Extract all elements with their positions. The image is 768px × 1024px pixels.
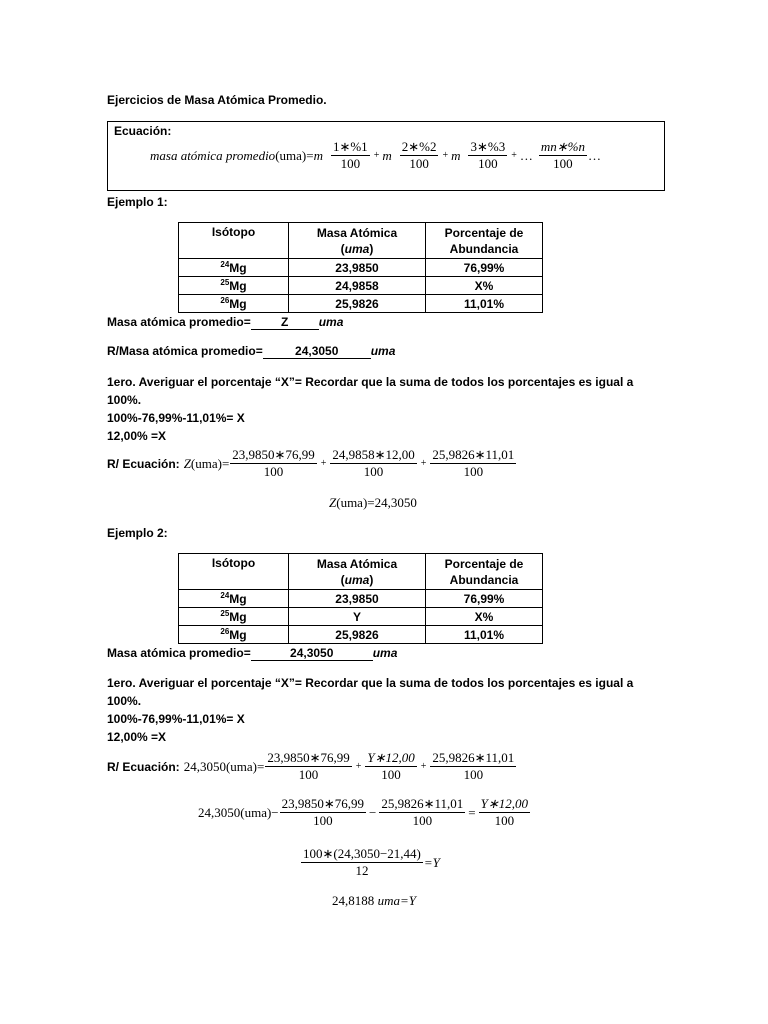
fraction-3-num: 3∗%3 [470, 139, 506, 154]
ecuacion-label: Ecuación: [114, 124, 172, 138]
general-eq-paren: (uma)= [275, 147, 314, 163]
step-line: 1ero. Averiguar el porcentaje “X”= Recordar que la suma de todos los porcentajes es igual a [107, 676, 634, 690]
fraction [479, 796, 530, 829]
fraction [280, 796, 366, 829]
fraction-den: 100 [263, 464, 284, 479]
ej1-result-equation [329, 495, 417, 511]
r-ecuacion-label: R/ Ecuación: [107, 456, 180, 471]
ejemplo-1-label: Ejemplo 1: [107, 195, 168, 209]
promedio-label: Masa atómica promedio= [107, 315, 251, 329]
isotope-cell [179, 259, 289, 277]
fraction-1 [331, 139, 370, 172]
element-symbol: Mg [229, 279, 247, 293]
fraction-den: 12 [355, 863, 369, 878]
mass-number: 25 [220, 609, 230, 618]
porcentaje-cell: 11,01% [426, 295, 543, 313]
plus-sign: + [420, 458, 427, 469]
table-row [179, 295, 543, 313]
table-row [179, 277, 543, 295]
eq-lhs: 24,3050 [183, 758, 226, 774]
fraction-num: Y∗12,00 [367, 750, 415, 765]
table-row [179, 626, 543, 644]
element-symbol: Mg [229, 592, 247, 606]
final-rhs: =Y [399, 893, 416, 908]
result-z: Z [329, 495, 337, 510]
fraction-den: 100 [412, 813, 433, 828]
step-line: 100%. [107, 694, 142, 708]
fraction-den: 100 [463, 464, 484, 479]
fraction [265, 750, 351, 783]
ej1-promedio-line [107, 315, 343, 330]
uma-unit: uma [318, 315, 344, 329]
general-eq-m1: m [313, 147, 323, 163]
header-porcentaje-line2: Abundancia [449, 572, 519, 587]
uma-unit: uma [370, 344, 396, 358]
ejemplo-2-table [178, 553, 543, 644]
ej1-equation [107, 447, 517, 480]
fraction [379, 796, 465, 829]
fraction-2-num: 2∗%2 [401, 139, 437, 154]
general-eq-m3: m [451, 147, 461, 163]
eq-lhs: Z [183, 455, 191, 471]
fraction-num: 23,9850∗76,99 [267, 750, 350, 765]
plus-sign: + [373, 150, 380, 161]
masa-cell: 23,9850 [289, 259, 426, 277]
ellipsis: … [519, 147, 533, 163]
minus-sign: − [369, 804, 377, 820]
promedio-value: 24,3050 [251, 646, 373, 661]
header-porcentaje-line1: Porcentaje de [444, 225, 524, 240]
element-symbol: Mg [229, 261, 247, 275]
masa-cell: 25,9826 [289, 295, 426, 313]
fraction-2 [400, 139, 439, 172]
step-line: 12,00% =X [107, 730, 167, 744]
ej1-steps [107, 373, 667, 445]
fraction-1-num: 1∗%1 [332, 139, 368, 154]
header-masa: Masa Atómica (uma) [289, 223, 426, 259]
mass-number: 26 [220, 627, 230, 636]
ej2-equation-1 [107, 750, 517, 783]
isotope-cell [179, 295, 289, 313]
mass-number: 24 [220, 591, 230, 600]
general-equation [150, 139, 601, 172]
fraction-num: 25,9826∗11,01 [432, 447, 515, 462]
equation-box [107, 121, 665, 191]
header-porcentaje [426, 554, 543, 590]
table-row [179, 259, 543, 277]
fraction-num: 23,9850∗76,99 [232, 447, 315, 462]
general-eq-lhs: masa atómica promedio [150, 147, 276, 163]
element-symbol: Mg [229, 610, 247, 624]
general-eq-m2: m [382, 147, 392, 163]
header-porcentaje-line1: Porcentaje de [444, 556, 524, 571]
step-line: 12,00% =X [107, 429, 167, 443]
masa-cell: Y [289, 608, 426, 626]
isotope-cell [179, 608, 289, 626]
promedio-label: Masa atómica promedio= [107, 646, 251, 660]
ej2-final-result [332, 893, 416, 909]
final-uma: uma [377, 893, 400, 908]
header-masa-unit: uma [344, 241, 370, 256]
header-masa-text: Masa Atómica [316, 225, 398, 240]
fraction-3-den: 100 [478, 156, 498, 171]
fraction-1-den: 100 [340, 156, 361, 171]
masa-cell: 25,9826 [289, 626, 426, 644]
element-symbol: Mg [229, 297, 247, 311]
step-line: 100%-76,99%-11,01%= X [107, 712, 245, 726]
ej2-equation-3 [300, 846, 440, 879]
table-row [179, 590, 543, 608]
fraction-den: 100 [363, 464, 384, 479]
fraction [330, 447, 416, 480]
mass-number: 25 [220, 278, 230, 287]
fraction-den: 100 [298, 767, 319, 782]
eq-paren: (uma)− [240, 804, 279, 820]
masa-cell: 23,9850 [289, 590, 426, 608]
isotope-cell [179, 277, 289, 295]
equals-sign: = [468, 804, 476, 820]
table-row [179, 608, 543, 626]
plus-sign: + [442, 150, 449, 161]
porcentaje-cell: X% [426, 608, 543, 626]
fraction-2-den: 100 [409, 156, 429, 171]
porcentaje-cell: X% [426, 277, 543, 295]
header-porcentaje [426, 223, 543, 259]
fraction-num: 23,9850∗76,99 [281, 796, 365, 811]
fraction-den: 100 [494, 813, 515, 828]
result-label: R/Masa atómica promedio= [107, 344, 263, 358]
isotope-cell [179, 626, 289, 644]
page-title: Ejercicios de Masa Atómica Promedio. [107, 93, 327, 107]
fraction-n [539, 139, 587, 172]
header-masa-text: Masa Atómica [316, 556, 398, 571]
fraction-3 [468, 139, 507, 172]
plus-sign: + [511, 150, 517, 161]
step-line: 1ero. Averiguar el porcentaje “X”= Recordar que la suma de todos los porcentajes es igual a [107, 375, 634, 389]
fraction [430, 447, 516, 480]
fraction-num: 100∗(24,3050−21,44) [303, 846, 421, 861]
plus-sign: + [355, 761, 362, 772]
header-isotopo: Isótopo [179, 554, 289, 590]
r-ecuacion-label: R/ Ecuación: [107, 759, 180, 774]
result-value: 24,3050 [263, 344, 371, 359]
masa-cell: 24,9858 [289, 277, 426, 295]
ej2-promedio-line [107, 646, 397, 661]
ej2-equation-2 [198, 796, 531, 829]
fraction-num: 25,9826∗11,01 [381, 796, 464, 811]
fraction-num: Y∗12,00 [480, 796, 529, 811]
header-masa: Masa Atómica (uma) [289, 554, 426, 590]
header-porcentaje-line2: Abundancia [449, 241, 519, 256]
porcentaje-cell: 76,99% [426, 259, 543, 277]
result-rest: (uma)=24,3050 [336, 495, 417, 510]
step-line: 100%. [107, 393, 142, 407]
mass-number: 24 [220, 260, 230, 269]
eq-paren: (uma)= [225, 758, 265, 774]
ej1-result-line [107, 344, 395, 359]
fraction-den: 100 [463, 767, 484, 782]
fraction [430, 750, 516, 783]
element-symbol: Mg [229, 628, 247, 642]
fraction [365, 750, 416, 783]
uma-unit: uma [372, 646, 398, 660]
promedio-value: Z [251, 315, 319, 330]
eq-paren: (uma)= [190, 455, 230, 471]
fraction-den: 100 [381, 767, 401, 782]
mass-number: 26 [220, 296, 230, 305]
isotope-cell [179, 590, 289, 608]
ej2-steps [107, 674, 667, 746]
porcentaje-cell: 11,01% [426, 626, 543, 644]
step-line: 100%-76,99%-11,01%= X [107, 411, 245, 425]
plus-sign: + [420, 761, 427, 772]
fraction-n-den: 100 [553, 156, 573, 171]
fraction [230, 447, 316, 480]
plus-sign: + [320, 458, 327, 469]
fraction-den: 100 [313, 813, 333, 828]
ejemplo-2-label: Ejemplo 2: [107, 526, 168, 540]
fraction-num: 24,9858∗12,00 [332, 447, 415, 462]
header-isotopo: Isótopo [179, 223, 289, 259]
eq-lhs: 24,3050 [198, 804, 241, 820]
fraction [301, 846, 423, 879]
header-masa-unit: uma [344, 572, 370, 587]
porcentaje-cell: 76,99% [426, 590, 543, 608]
eq-rhs: =Y [423, 854, 440, 870]
ellipsis-tail: … [587, 147, 601, 163]
ejemplo-1-table [178, 222, 543, 313]
fraction-n-num: mn∗%n [540, 139, 585, 154]
final-value: 24,8188 [332, 893, 375, 908]
fraction-num: 25,9826∗11,01 [432, 750, 515, 765]
